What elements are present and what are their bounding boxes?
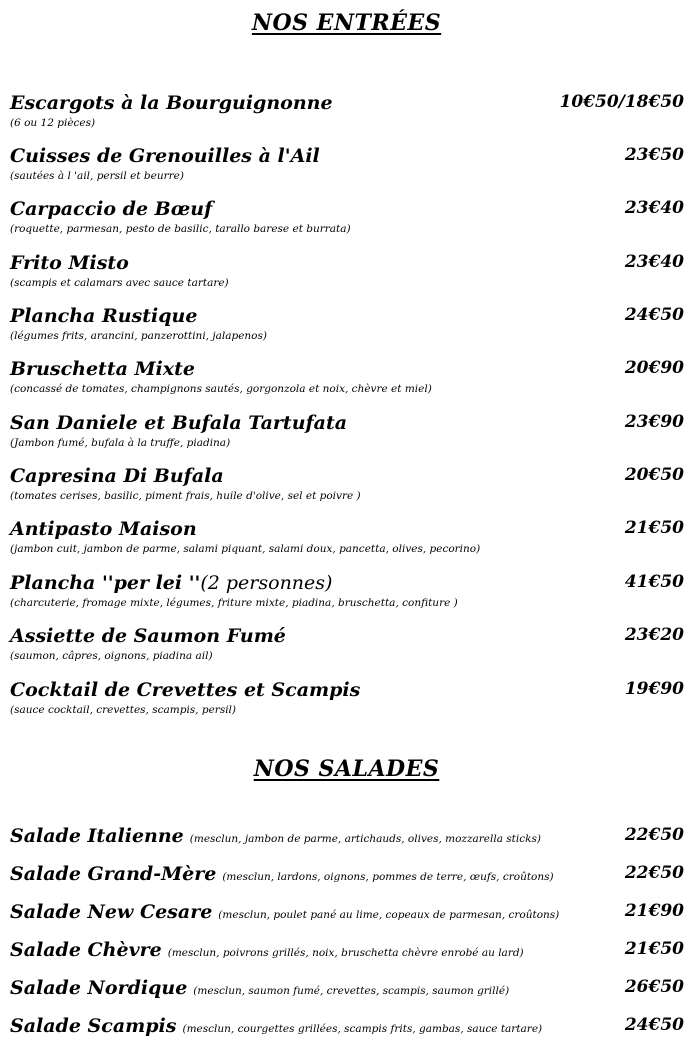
dish-price: 23€90	[624, 412, 684, 432]
menu-item-salade-grand-mere	[10, 863, 684, 889]
dish-name: Cuisses de Grenouilles à l'Ail	[10, 145, 320, 167]
dish-description: (tomates cerises, basilic, piment frais, huile d'olive, sel et poivre )	[10, 490, 361, 502]
dish-description: (roquette, parmesan, pesto de basilic, tarallo barese et burrata)	[10, 223, 351, 235]
entrees-title: NOS ENTRÉES	[251, 10, 442, 36]
dish-description: (mesclun, courgettes grillées, scampis frits, gambas, sauce tartare)	[182, 1023, 543, 1035]
dish-description: (scampis et calamars avec sauce tartare)	[10, 277, 229, 289]
dish-name: Frito Misto	[10, 252, 129, 274]
dish-name: Cocktail de Crevettes et Scampis	[10, 679, 361, 701]
menu-item-salade-nordique	[10, 977, 684, 1003]
dish-description: (sautées à l 'ail, persil et beurre)	[10, 170, 184, 182]
dish-name: Salade Nordique	[10, 977, 188, 999]
dish-description: (concassé de tomates, champignons sautés, gorgonzola et noix, chèvre et miel)	[10, 383, 432, 395]
menu-item-salade-chevre	[10, 939, 684, 965]
dish-description: (6 ou 12 pièces)	[10, 117, 96, 129]
dish-price: 10€50/18€50	[559, 92, 684, 112]
dish-name: Salade Scampis	[10, 1015, 177, 1037]
dish-price: 24€50	[624, 1015, 684, 1035]
dish-description: (saumon, câpres, oignons, piadina ail)	[10, 650, 213, 662]
dish-description: (mesclun, poulet pané au lime, copeaux de parmesan, croûtons)	[218, 909, 560, 921]
menu-item-frito-misto	[10, 252, 684, 302]
dish-price: 22€50	[624, 863, 684, 883]
dish-name: Capresina Di Bufala	[10, 465, 224, 487]
menu-item-san-daniele	[10, 412, 684, 462]
dish-description: (mesclun, jambon de parme, artichauds, olives, mozzarella sticks)	[189, 833, 541, 845]
dish-name: Bruschetta Mixte	[10, 358, 195, 380]
dish-price: 23€20	[624, 625, 684, 645]
dish-name: Salade Grand-Mère	[10, 863, 217, 885]
menu-item-capresina	[10, 465, 684, 515]
salades-title: NOS SALADES	[253, 756, 440, 782]
dish-name: Assiette de Saumon Fumé	[10, 625, 286, 647]
dish-price: 23€40	[624, 252, 684, 272]
dish-name: Carpaccio de Bœuf	[10, 198, 213, 220]
menu-item-salade-new-cesare	[10, 901, 684, 927]
dish-price: 20€50	[624, 465, 684, 485]
dish-price: 23€50	[624, 145, 684, 165]
dish-description: (sauce cocktail, crevettes, scampis, persil)	[10, 704, 237, 716]
dish-name: Salade Italienne	[10, 825, 184, 847]
menu-item-cocktail	[10, 679, 684, 729]
dish-name: Plancha Rustique	[10, 305, 198, 327]
menu-item-salade-scampis	[10, 1015, 684, 1041]
dish-description: (mesclun, saumon fumé, crevettes, scampis, saumon grillé)	[193, 985, 510, 997]
dish-price: 41€50	[624, 572, 684, 592]
menu-item-carpaccio	[10, 198, 684, 248]
dish-description: (légumes frits, arancini, panzerottini, jalapenos)	[10, 330, 267, 342]
menu-item-saumon	[10, 625, 684, 675]
dish-name: Antipasto Maison	[10, 518, 197, 540]
dish-name: Escargots à la Bourguignonne	[10, 92, 333, 114]
menu-item-antipasto	[10, 518, 684, 568]
dish-price: 21€50	[624, 518, 684, 538]
dish-description: (jambon cuit, jambon de parme, salami piquant, salami doux, pancetta, olives, pecorino)	[10, 543, 481, 555]
dish-portion: (2 personnes)	[200, 572, 333, 594]
dish-price: 19€90	[624, 679, 684, 699]
dish-description: (mesclun, lardons, oignons, pommes de terre, œufs, croûtons)	[222, 871, 554, 883]
menu-item-escargots	[10, 92, 684, 142]
dish-price: 26€50	[624, 977, 684, 997]
dish-price: 21€90	[624, 901, 684, 921]
dish-name: San Daniele et Bufala Tartufata	[10, 412, 348, 434]
dish-description: (Jambon fumé, bufala à la truffe, piadina)	[10, 437, 231, 449]
dish-price: 23€40	[624, 198, 684, 218]
menu-item-plancha-rustique	[10, 305, 684, 355]
dish-price: 24€50	[624, 305, 684, 325]
dish-description: (mesclun, poivrons grillés, noix, bruschetta chèvre enrobé au lard)	[167, 947, 524, 959]
menu-item-plancha-per-lei	[10, 572, 684, 622]
menu-item-bruschetta	[10, 358, 684, 408]
dish-price: 21€50	[624, 939, 684, 959]
dish-description: (charcuterie, fromage mixte, légumes, friture mixte, piadina, bruschetta, confiture )	[10, 597, 458, 609]
dish-name: Salade New Cesare	[10, 901, 213, 923]
dish-price: 22€50	[624, 825, 684, 845]
menu-item-grenouilles	[10, 145, 684, 195]
dish-price: 20€90	[624, 358, 684, 378]
dish-name: Plancha ''per lei ''(2 personnes)	[10, 572, 333, 594]
dish-name: Salade Chèvre	[10, 939, 162, 961]
menu-item-salade-italienne	[10, 825, 684, 851]
